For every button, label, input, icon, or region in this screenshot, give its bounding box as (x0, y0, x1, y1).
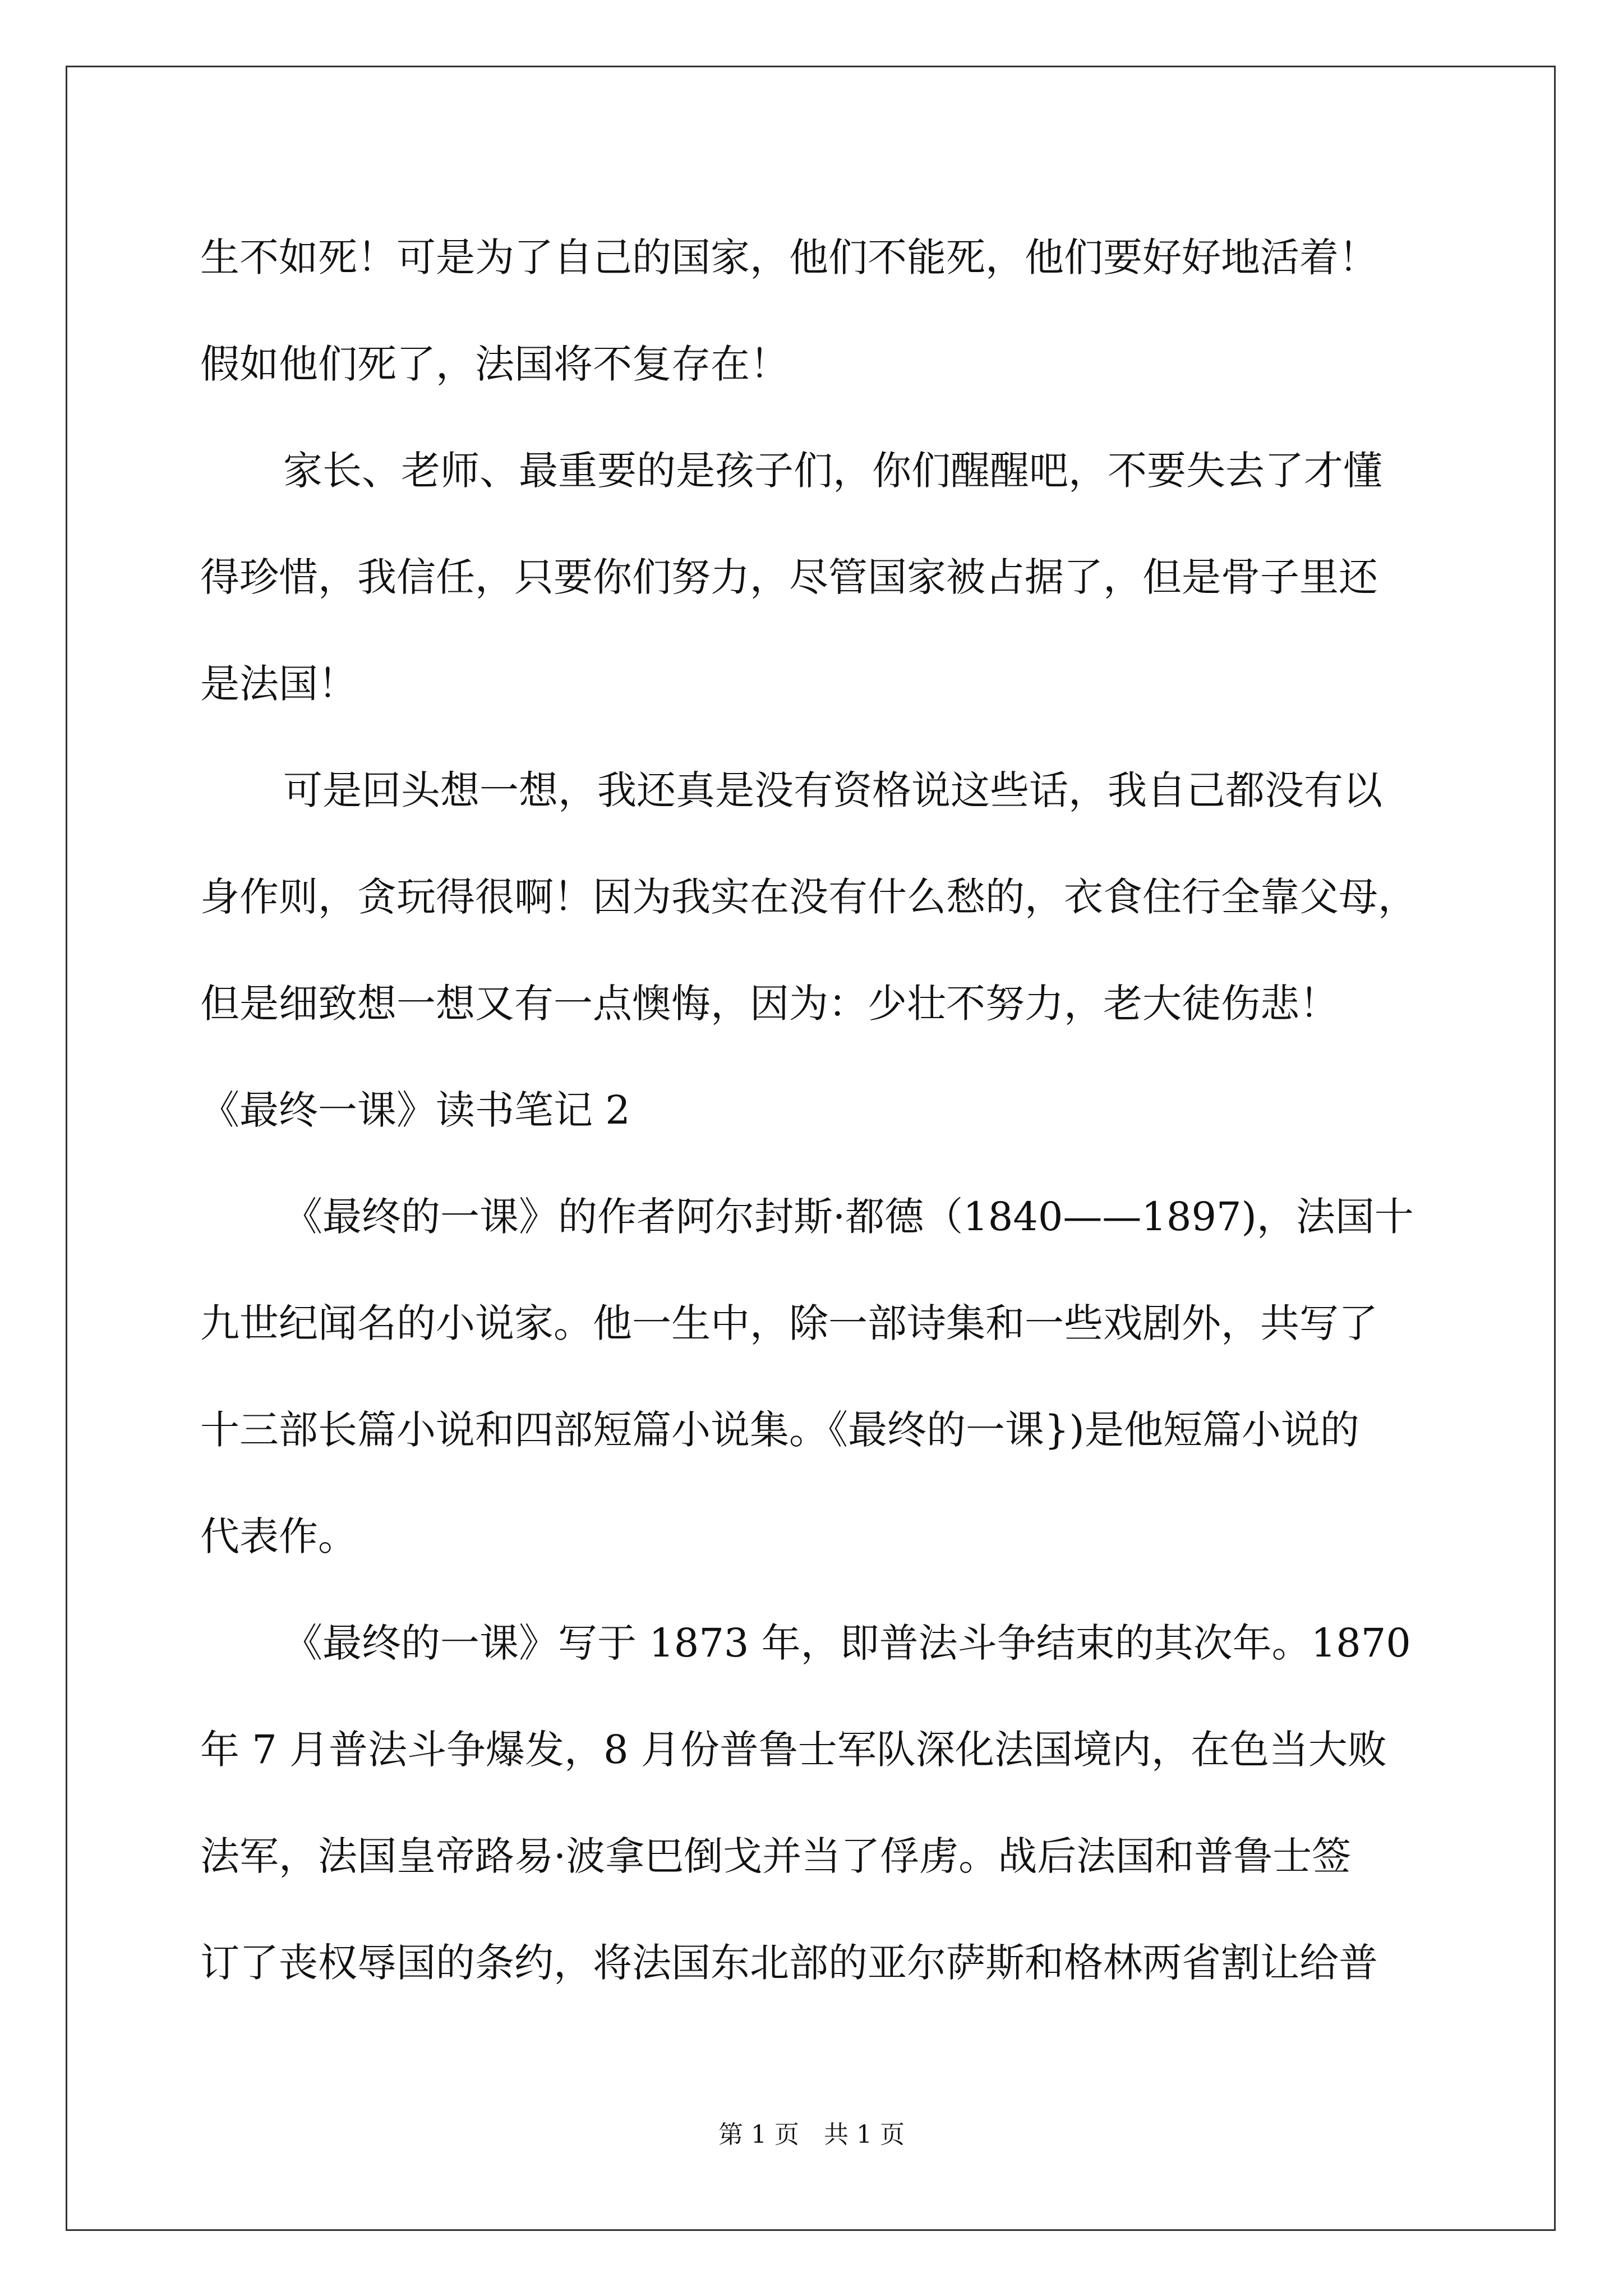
page-number-footer: 第 1 页 共 1 页 (718, 2120, 905, 2149)
text-line: 假如他们死了，法国将不复存在！ (200, 341, 789, 387)
text-line: 是法国！ (200, 661, 357, 707)
text-line: 十三部长篇小说和四部短篇小说集。《最终的一课})是他短篇小说的 (200, 1407, 1359, 1453)
text-line: 身作则，贪玩得很啊！因为我实在没有什么愁的，衣食住行全靠父母， (200, 874, 1417, 920)
paragraph-start-line: 《最终的一课》写于 1873 年，即普法斗争结束的其次年。1870 (283, 1620, 1411, 1666)
text-line: 法军，法国皇帝路易·波拿巴倒戈并当了俘虏。战后法国和普鲁士签 (200, 1833, 1352, 1879)
paragraph-start-line: 《最终的一课》的作者阿尔封斯·都德（1840——1897)，法国十 (283, 1194, 1414, 1240)
text-line: 代表作。 (200, 1513, 357, 1559)
text-line: 年 7 月普法斗争爆发，8 月份普鲁士军队深化法国境内，在色当大败 (200, 1727, 1387, 1773)
paragraph-start-line: 家长、老师、最重要的是孩子们，你们醒醒吧，不要失去了才懂 (283, 448, 1382, 494)
section-heading: 《最终一课》读书笔记 2 (200, 1087, 630, 1133)
text-line: 生不如死！可是为了自己的国家，他们不能死，他们要好好地活着！ (200, 234, 1378, 280)
text-line: 订了丧权辱国的条约，将法国东北部的亚尔萨斯和格林两省割让给普 (200, 1940, 1378, 1986)
text-line: 九世纪闻名的小说家。他一生中，除一部诗集和一些戏剧外，共写了 (200, 1300, 1378, 1346)
paragraph-start-line: 可是回头想一想，我还真是没有资格说这些话，我自己都没有以 (283, 767, 1382, 813)
text-line: 但是细致想一想又有一点懊悔，因为：少壮不努力，老大徒伤悲！ (200, 981, 1339, 1027)
document-body (200, 204, 1434, 2016)
text-line: 得珍惜，我信任，只要你们努力，尽管国家被占据了，但是骨子里还 (200, 554, 1378, 600)
